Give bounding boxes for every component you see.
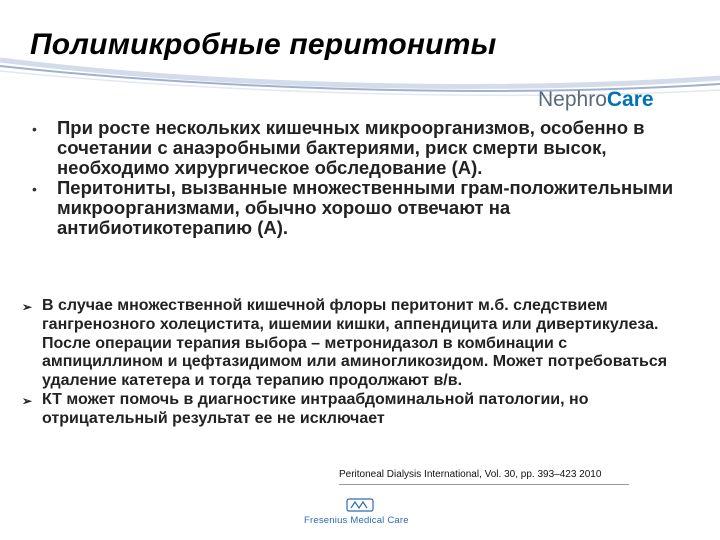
main-bullet-text: При росте нескольких кишечных микроорганизмов, особенно в сочетании с анаэробными бактериями, риск смерти высок, необходимо хирургическое обследование (А). bbox=[57, 117, 645, 178]
arrowhead-bullet-icon: ➢ bbox=[22, 300, 33, 314]
nephrocare-logo-part1: Nephro bbox=[538, 88, 607, 111]
fresenius-logo-icon bbox=[345, 497, 375, 513]
nephrocare-logo bbox=[538, 88, 654, 112]
arrow-bullet-item bbox=[22, 297, 692, 391]
arrow-bullet-text: КТ может помочь в диагностике интраабдоминальной патологии, но отрицательный результат ее не исключает bbox=[42, 390, 589, 427]
slide-title: Полимикробные перитониты bbox=[30, 28, 497, 61]
round-bullet-icon: • bbox=[32, 181, 37, 197]
arrowhead-bullet-icon: ➢ bbox=[22, 393, 33, 408]
round-bullet-icon: • bbox=[32, 121, 37, 137]
citation: Peritoneal Dialysis International, Vol. 30, pp. 393–423 2010 bbox=[339, 469, 602, 480]
main-bullet-item bbox=[32, 178, 692, 238]
arrow-bullet-item bbox=[22, 391, 692, 429]
company-name: Fresenius Medical Care bbox=[304, 515, 409, 526]
main-bullet-text: Перитониты, вызванные множественными грам-положительными микроорганизмами, обычно хорошо отвечают на антибиотикотерапию (А). bbox=[57, 177, 674, 238]
citation-underline bbox=[339, 484, 629, 485]
main-bullet-list bbox=[32, 118, 692, 238]
main-bullet-item bbox=[32, 118, 692, 178]
arrow-bullet-text: В случае множественной кишечной флоры перитонит м.б. следствием гангренозного холецистита, ишемии кишки, аппендицита или дивертикулеза. После операции терапия выбора – метронидазол в комбинации с ампициллином и цефтазидимом или аминогликозидом. Может потребоваться удаление катетера и тогда терапию продолжают в/в. bbox=[42, 297, 668, 390]
arrow-bullet-list bbox=[22, 297, 692, 429]
nephrocare-logo-part2: Care bbox=[606, 88, 654, 111]
